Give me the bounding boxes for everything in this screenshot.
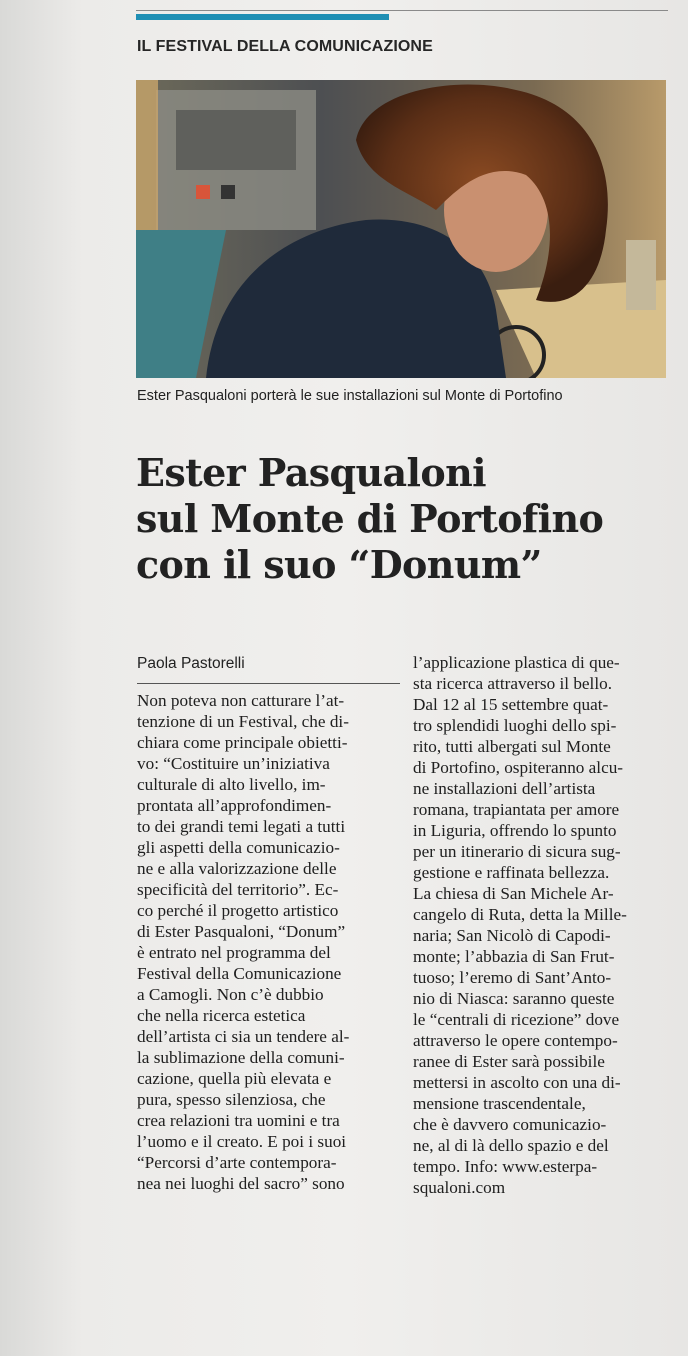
body-line: gli aspetti della comunicazio- (137, 838, 340, 857)
photo-caption: Ester Pasqualoni porterà le sue installazioni sul Monte di Portofino (137, 388, 563, 404)
body-line: cangelo di Ruta, detta la Mille- (413, 905, 627, 924)
body-line: prontata all’approfondimen- (137, 796, 332, 815)
body-line: culturale di alto livello, im- (137, 775, 326, 794)
body-line: di Portofino, ospiteranno alcu- (413, 758, 624, 777)
body-line: per un itinerario di sicura sug- (413, 842, 621, 861)
body-line: è entrato nel programma del (137, 943, 331, 962)
body-line: chiara come principale obietti- (137, 733, 348, 752)
article-photo (136, 80, 666, 378)
body-line: ranee di Ester sarà possibile (413, 1052, 605, 1071)
body-line: mettersi in ascolto con una di- (413, 1073, 621, 1092)
body-column-left (137, 690, 389, 1194)
author-byline: Paola Pastorelli (137, 655, 245, 672)
body-line: ne e alla valorizzazione delle (137, 859, 337, 878)
body-line: di Ester Pasqualoni, “Donum” (137, 922, 346, 941)
body-line: “Percorsi d’arte contempora- (137, 1153, 337, 1172)
body-line: La chiesa di San Michele Ar- (413, 884, 614, 903)
body-line: l’uomo e il creato. E poi i suoi (137, 1132, 347, 1151)
body-line: attraverso le opere contempo- (413, 1031, 618, 1050)
body-line: nio di Niasca: saranno queste (413, 989, 615, 1008)
body-line: cazione, quella più elevata e (137, 1069, 332, 1088)
body-line: tenzione di un Festival, che di- (137, 712, 349, 731)
body-line: dell’artista ci sia un tendere al- (137, 1027, 350, 1046)
body-line: pura, spesso silenziosa, che (137, 1090, 326, 1109)
body-column-right (413, 652, 665, 1198)
body-line: Dal 12 al 15 settembre quat- (413, 695, 609, 714)
body-line: che nella ricerca estetica (137, 1006, 306, 1025)
body-line: rito, tutti albergati sul Monte (413, 737, 611, 756)
body-line: specificità del territorio”. Ec- (137, 880, 339, 899)
body-line: monte; l’abbazia di San Frut- (413, 947, 615, 966)
body-line: tro splendidi luoghi dello spi- (413, 716, 617, 735)
body-line: che è davvero comunicazio- (413, 1115, 607, 1134)
headline-line: Ester Pasqualoni (136, 450, 486, 495)
headline-line: sul Monte di Portofino (136, 496, 604, 541)
body-line: Festival della Comunicazione (137, 964, 342, 983)
body-line: to dei grandi temi legati a tutti (137, 817, 346, 836)
body-line: ne installazioni dell’artista (413, 779, 596, 798)
headline-line: con il suo “Donum” (136, 542, 542, 587)
body-line: mensione trascendentale, (413, 1094, 586, 1113)
body-line: romana, trapiantata per amore (413, 800, 620, 819)
body-line: crea relazioni tra uomini e tra (137, 1111, 340, 1130)
body-line: co perché il progetto artistico (137, 901, 339, 920)
body-line: a Camogli. Non c’è dubbio (137, 985, 324, 1004)
article-headline (136, 450, 676, 588)
body-line: sta ricerca attraverso il bello. (413, 674, 612, 693)
body-line: naria; San Nicolò di Capodi- (413, 926, 611, 945)
body-line: l’applicazione plastica di que- (413, 653, 620, 672)
body-line: le “centrali di ricezione” dove (413, 1010, 620, 1029)
body-line: in Liguria, offrendo lo spunto (413, 821, 617, 840)
body-line: Non poteva non catturare l’at- (137, 691, 345, 710)
section-accent-bar (136, 14, 389, 20)
photo-illustration (136, 80, 666, 378)
section-label: IL FESTIVAL DELLA COMUNICAZIONE (137, 38, 433, 55)
body-line: la sublimazione della comuni- (137, 1048, 345, 1067)
body-line: ne, al di là dello spazio e del (413, 1136, 609, 1155)
top-divider (136, 10, 668, 11)
body-line: tempo. Info: www.esterpa- (413, 1157, 598, 1176)
byline-rule (137, 683, 400, 684)
body-line: squaloni.com (413, 1178, 506, 1197)
body-line: tuoso; l’eremo di Sant’Anto- (413, 968, 612, 987)
body-line: nea nei luoghi del sacro” sono (137, 1174, 345, 1193)
body-line: vo: “Costituire un’iniziativa (137, 754, 330, 773)
body-line: gestione e raffinata bellezza. (413, 863, 610, 882)
